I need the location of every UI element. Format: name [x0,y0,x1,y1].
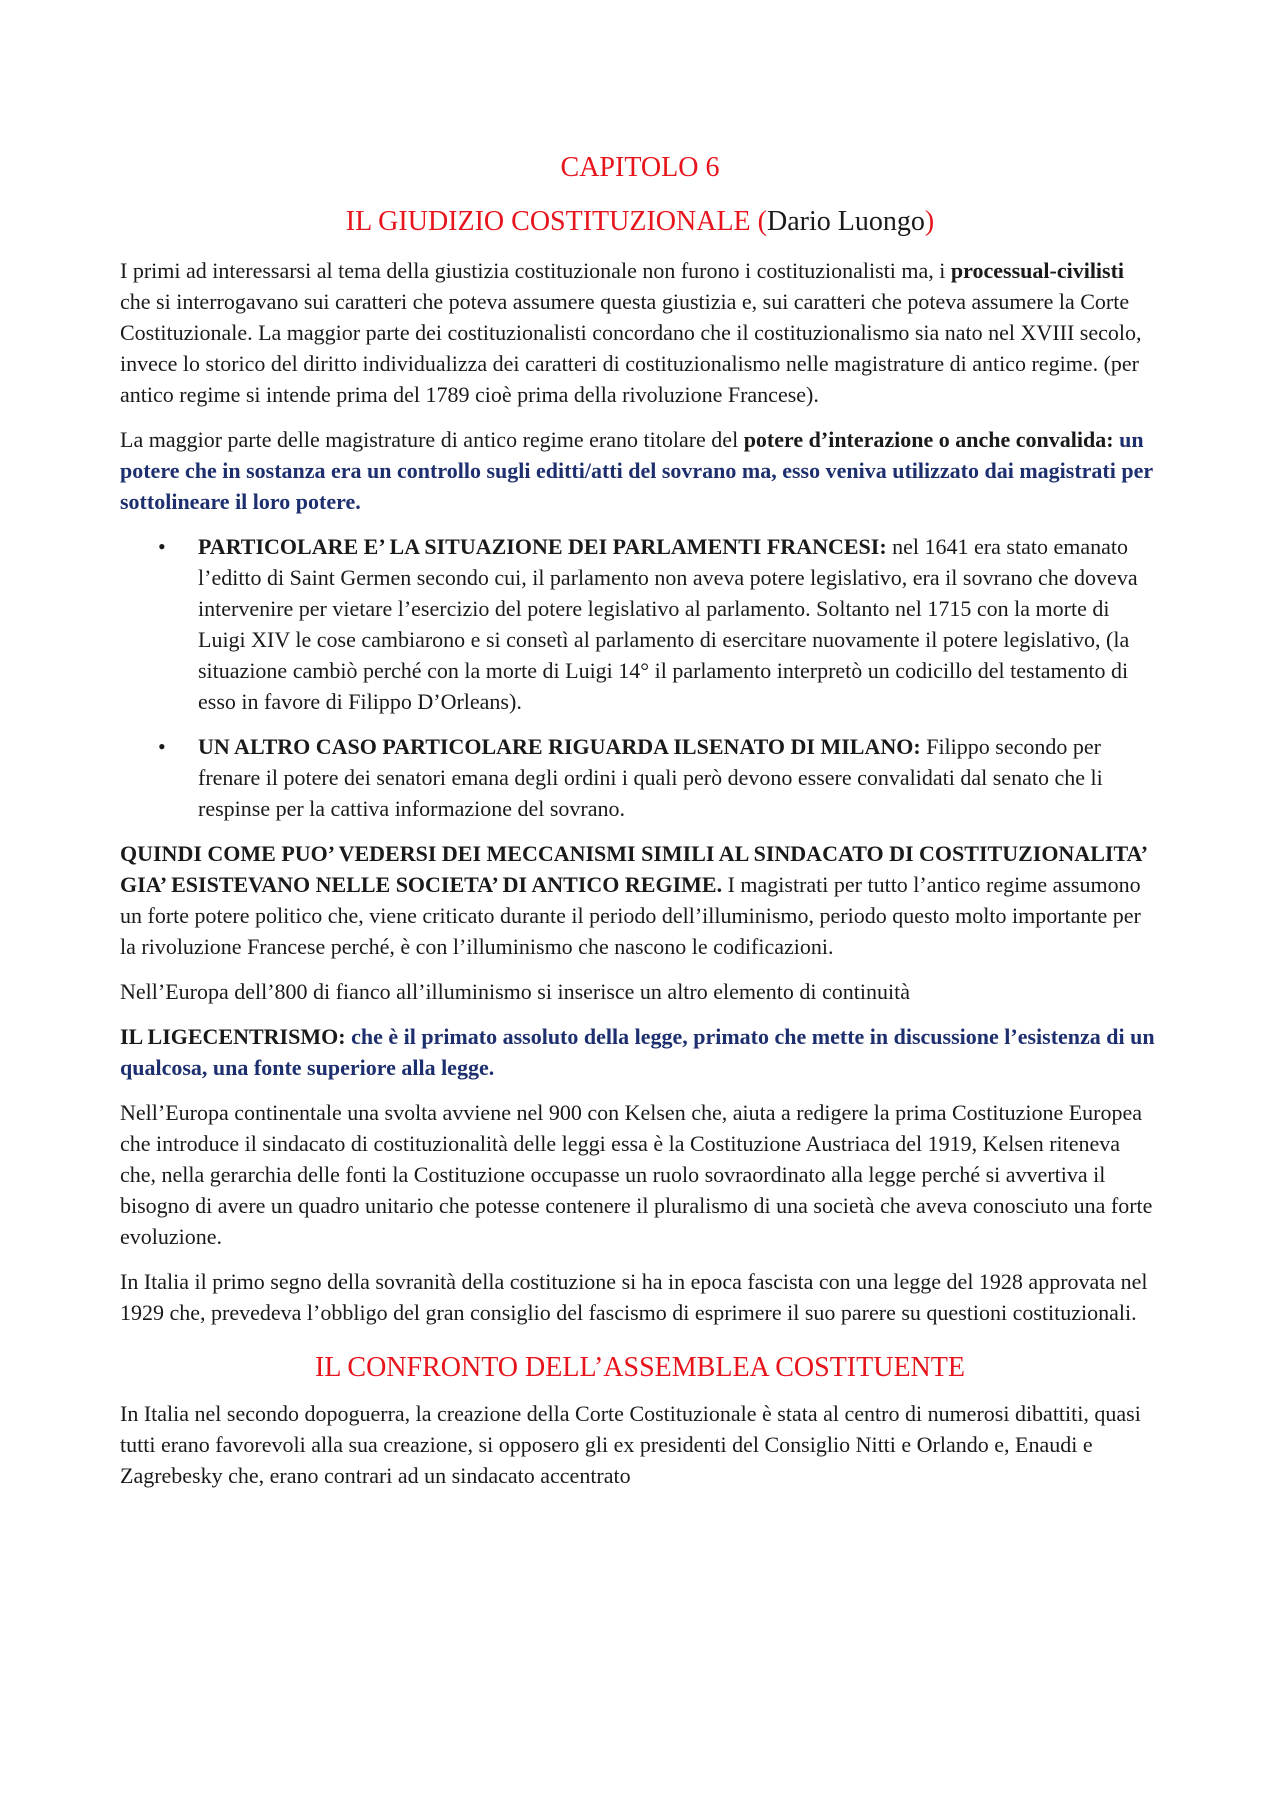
paragraph-italia-fascismo: In Italia il primo segno della sovranità della costituzione si ha in epoca fascista con una legge del 1928 approvata nel 1929 che, prevedeva l’obbligo del gran consiglio del fascismo di esprimere il suo parere su questioni costituzionali. [120,1268,1148,1325]
bold-term: IL LIGECENTRISMO: [120,1023,346,1049]
bold-term: PARTICOLARE E’ LA SITUAZIONE DEI PARLAMENTI FRANCESI: [198,533,887,559]
highlight-text: che è il primato assoluto della legge, primato che mette in discussione l’esistenza di un qualcosa, una fonte superiore alla legge. [120,1023,1155,1080]
bold-term: potere d’interazione o anche convalida: [743,426,1114,452]
text-run: Filippo secondo per frenare il potere dei senatori emana degli ordini i quali però devono essere convalidati dal senato che li respinse per la cattiva informazione del sovrano. [198,733,1103,821]
author-name: Dario Luongo [767,206,925,238]
list-item [158,531,1160,717]
paragraph-europa-800: Nell’Europa dell’800 di fianco all’illuminismo si inserisce un altro elemento di continuità [120,978,910,1004]
highlight-text: un potere che in sostanza era un controllo sugli editti/atti del sovrano ma, esso veniva utilizzato dai magistrati per sottolineare il loro potere. [120,426,1153,514]
text-run: che si interrogavano sui caratteri che poteva assumere questa giustizia e, sui caratteri che poteva assumere la Corte Costituzionale. La maggior parte dei costituzionalisti concordano che il costituzionalismo sia nato nel XVIII secolo, invece lo storico del diritto individualizza dei caratteri di costituzionalismo nelle magistrature di antico regime. (per antico regime si intende prima del 1789 cioè prima della rivoluzione Francese). [120,288,1142,407]
paragraph-quindi [120,838,1160,962]
paragraph-kelsen: Nell’Europa continentale una svolta avviene nel 900 con Kelsen che, aiuta a redigere la prima Costituzione Europea che introduce il sindacato di costituzionalità delle leggi essa è la Costituzione Austriaca del 1919, Kelsen riteneva che, nella gerarchia delle fonti la Costituzione occupasse un ruolo sovraordinato alla legge perché si avvertiva il bisogno di avere un quadro unitario che potesse contenere il pluralismo di una società che aveva conosciuto una forte evoluzione. [120,1099,1153,1249]
paren-close: ) [924,206,935,238]
chapter-heading: CAPITOLO 6 [560,152,720,183]
bullet-icon: • [158,533,166,559]
bullet-list [120,531,1160,824]
paragraph-dopoguerra: In Italia nel secondo dopoguerra, la creazione della Corte Costituzionale è stata al centro di numerosi dibattiti, quasi tutti erano favorevoli alla sua creazione, si opposero gli ex presidenti del Consiglio Nitti e Orlando e, Enaudi e Zagrebesky che, erano contrari ad un sindacato accentrato [120,1401,1141,1489]
paren-open: ( [757,206,767,238]
text-run: La maggior parte delle magistrature di antico regime erano titolare del [120,426,744,452]
bullet-icon: • [158,733,166,759]
bold-term: QUINDI COME PUO’ VEDERSI DEI MECCANISMI SIMILI AL SINDACATO DI COSTITUZIONALITA’ GIA’ ESISTEVANO NELLE SOCIETA’ DI ANTICO REGIME. [120,840,1147,897]
bold-term: processual-civilisti [950,257,1125,283]
chapter-title-text: IL GIUDIZIO COSTITUZIONALE [345,206,751,238]
paragraph-ligecentrismo [120,1021,1160,1083]
text-run: I magistrati per tutto l’antico regime assumono un forte potere politico che, viene criticato durante il periodo dell’illuminismo, periodo questo molto importante per la rivoluzione Francese perché, è con l’illuminismo che nascono le codificazioni. [120,871,1141,959]
bold-term: UN ALTRO CASO PARTICOLARE RIGUARDA ILSENATO DI MILANO: [198,733,921,759]
paragraph-intro [120,255,1160,410]
chapter-title [120,204,1160,240]
section-title: IL CONFRONTO DELL’ASSEMBLEA COSTITUENTE [315,1351,965,1383]
text-run: nel 1641 era stato emanato l’editto di Saint Germen secondo cui, il parlamento non aveva potere legislativo, era il sovrano che doveva intervenire per vietare l’esercizio del potere legislativo al parlamento. Soltanto nel 1715 con la morte di Luigi XIV le cose cambiarono e si consetì al parlamento di esercitare nuovamente il potere legislativo, (la situazione cambiò perché con la morte di Luigi 14° il parlamento interpretò un codicillo del testamento di esso in favore di Filippo D’Orleans). [198,533,1138,714]
list-item [158,731,1160,824]
paragraph-magistrature [120,424,1160,517]
text-run: I primi ad interessarsi al tema della giustizia costituzionale non furono i costituzionalisti ma, i [120,257,951,283]
